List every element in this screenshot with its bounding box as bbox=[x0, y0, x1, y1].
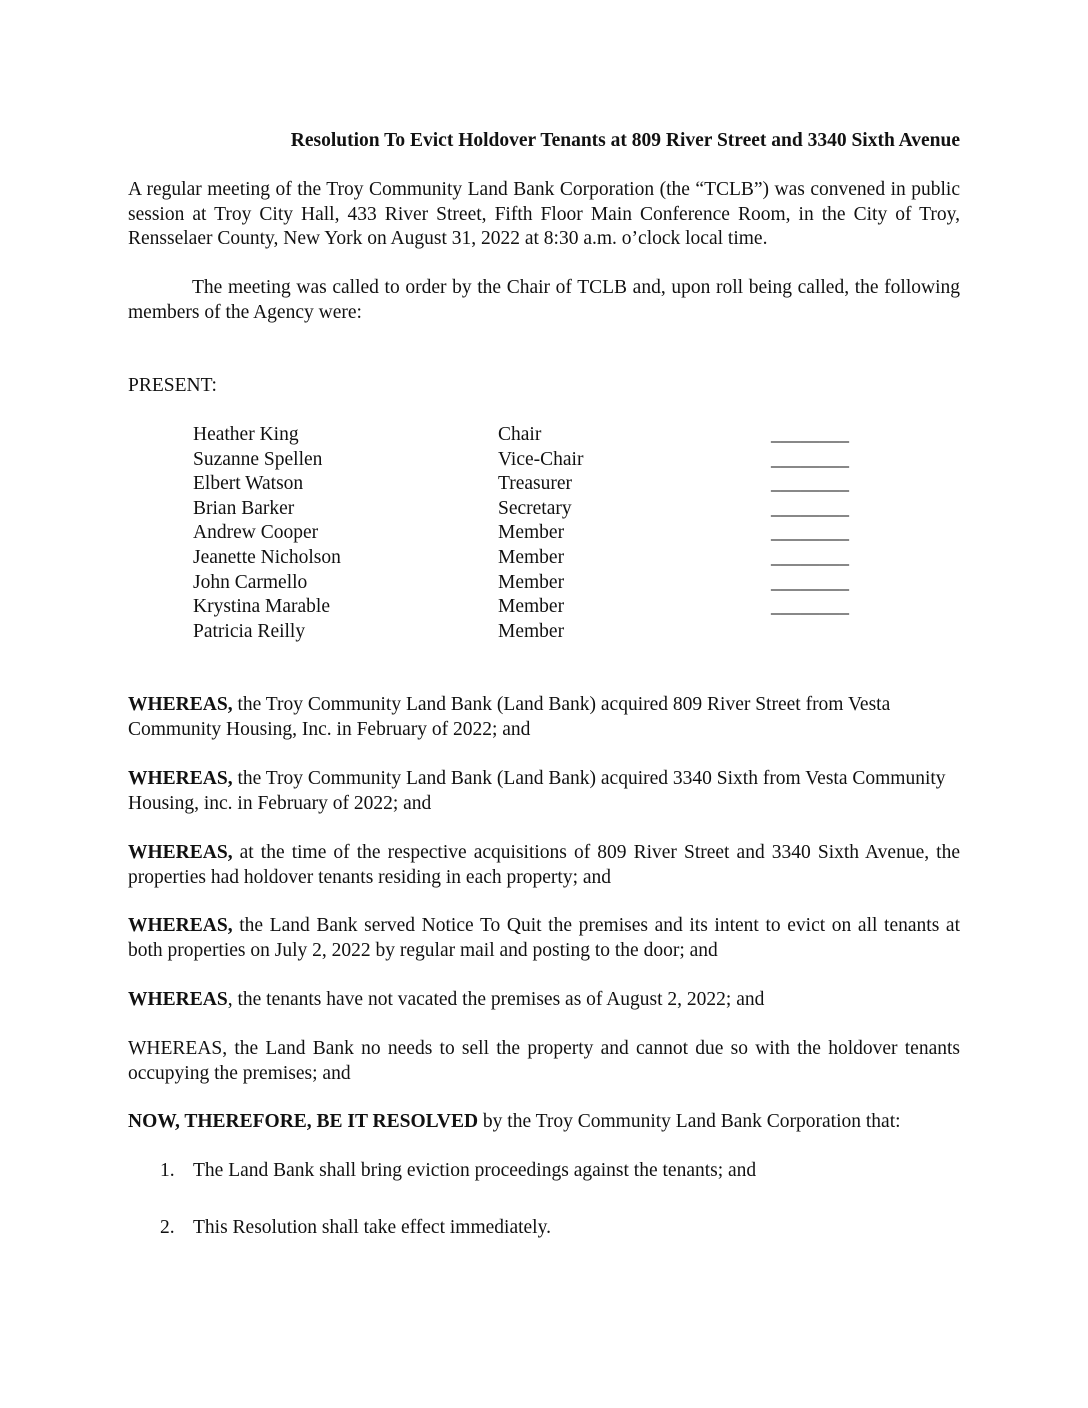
member-name: Jeanette Nicholson bbox=[193, 546, 341, 568]
member-row bbox=[193, 571, 893, 596]
member-role: Member bbox=[498, 596, 565, 618]
member-attendance-blank: ________ bbox=[771, 497, 849, 519]
resolved-text: by the Troy Community Land Bank Corporation that: bbox=[478, 1111, 901, 1132]
member-row bbox=[193, 423, 893, 448]
resolution-number: 1. bbox=[160, 1160, 175, 1181]
member-role: Secretary bbox=[498, 497, 572, 519]
member-row bbox=[193, 595, 893, 620]
whereas-lead: WHEREAS, bbox=[128, 694, 233, 715]
member-attendance-blank: ________ bbox=[771, 522, 849, 544]
member-role: Vice-Chair bbox=[498, 448, 584, 470]
member-attendance-blank: ________ bbox=[771, 546, 849, 568]
member-role: Chair bbox=[498, 424, 542, 445]
resolution-text: The Land Bank shall bring eviction proceedings against the tenants; and bbox=[193, 1160, 757, 1181]
member-attendance-blank: ________ bbox=[771, 424, 849, 445]
member-row bbox=[193, 497, 893, 522]
whereas-clause bbox=[128, 841, 960, 890]
member-row bbox=[193, 620, 893, 645]
whereas-lead: WHEREAS, bbox=[128, 768, 233, 789]
whereas-text: at the time of the respective acquisitions of 809 River Street and 3340 Sixth Avenue, the properties had holdover tenants residing in each property; and bbox=[128, 842, 960, 888]
member-name: Patricia Reilly bbox=[193, 620, 306, 642]
roll-call-paragraph: The meeting was called to order by the Chair of TCLB and, upon roll being called, the following members of the Agency were: bbox=[128, 277, 960, 323]
member-name: John Carmello bbox=[193, 571, 308, 593]
intro-paragraph: A regular meeting of the Troy Community Land Bank Corporation (the “TCLB”) was convened in public session at Troy City Hall, 433 River Street, Fifth Floor Main Conference Room, in the City of Troy, Rensselaer County, New York on August 31, 2022 at 8:30 a.m. o’clock local time. bbox=[128, 179, 960, 249]
member-attendance-blank: ________ bbox=[771, 596, 849, 618]
whereas-clause bbox=[128, 1037, 960, 1086]
present-label: PRESENT: bbox=[128, 375, 217, 396]
member-row bbox=[193, 546, 893, 571]
member-role: Member bbox=[498, 546, 565, 568]
member-role: Member bbox=[498, 571, 565, 593]
member-name: Elbert Watson bbox=[193, 473, 304, 495]
member-attendance-blank: ________ bbox=[771, 448, 849, 470]
whereas-clause bbox=[128, 693, 960, 742]
member-role: Member bbox=[498, 522, 565, 544]
document-title: Resolution To Evict Holdover Tenants at 809 River Street and 3340 Sixth Avenue bbox=[290, 130, 960, 151]
member-name: Brian Barker bbox=[193, 497, 295, 519]
whereas-lead: WHEREAS, bbox=[128, 915, 233, 936]
whereas-text: WHEREAS, the Land Bank no needs to sell the property and cannot due so with the holdover tenants occupying the premises; and bbox=[128, 1038, 960, 1084]
member-attendance-blank: ________ bbox=[771, 473, 849, 495]
whereas-lead: WHEREAS, bbox=[128, 842, 233, 863]
whereas-text: the Troy Community Land Bank (Land Bank) acquired 809 River Street from Vesta Community Housing, Inc. in February of 2022; and bbox=[128, 694, 891, 740]
resolved-lead: NOW, THEREFORE, BE IT RESOLVED bbox=[128, 1111, 479, 1132]
member-name: Krystina Marable bbox=[193, 596, 330, 618]
member-row bbox=[193, 472, 893, 497]
whereas-text: the Land Bank served Notice To Quit the premises and its intent to evict on all tenants at both properties on July 2, 2022 by regular mail and posting to the door; and bbox=[128, 915, 960, 961]
resolution-number: 2. bbox=[160, 1217, 175, 1238]
member-name: Andrew Cooper bbox=[193, 522, 319, 544]
whereas-text: the Troy Community Land Bank (Land Bank) acquired 3340 Sixth from Vesta Community Housing, inc. in February of 2022; and bbox=[128, 768, 946, 814]
whereas-lead: WHEREAS bbox=[128, 989, 228, 1010]
members-list bbox=[193, 423, 893, 644]
member-row bbox=[193, 521, 893, 546]
whereas-clause bbox=[128, 988, 960, 1013]
whereas-clause bbox=[128, 767, 960, 816]
resolution-text: This Resolution shall take effect immediately. bbox=[193, 1217, 551, 1238]
whereas-clause bbox=[128, 914, 960, 963]
member-row bbox=[193, 448, 893, 473]
member-name: Heather King bbox=[193, 424, 299, 445]
member-role: Member bbox=[498, 620, 565, 642]
member-role: Treasurer bbox=[498, 473, 573, 495]
member-name: Suzanne Spellen bbox=[193, 448, 323, 470]
member-attendance-blank: ________ bbox=[771, 571, 849, 593]
whereas-text: , the tenants have not vacated the premises as of August 2, 2022; and bbox=[227, 989, 765, 1010]
resolved-clause bbox=[128, 1110, 960, 1135]
